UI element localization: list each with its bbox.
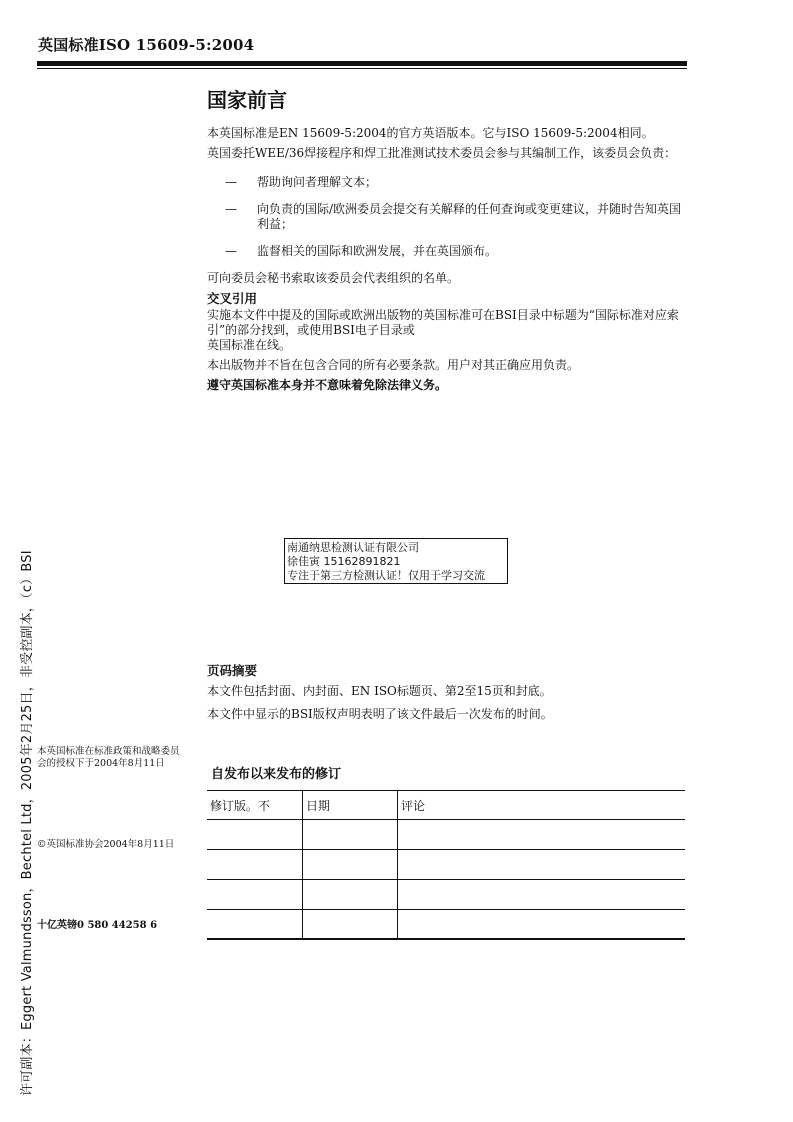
- cross-reference-paragraph-2: 英国标准在线。: [207, 338, 292, 352]
- legal-disclaimer: 遵守英国标准本身并不意味着免除法律义务。: [207, 378, 448, 392]
- table-cell: [398, 910, 686, 940]
- table-cell: [303, 820, 398, 850]
- license-watermark: 许可副本：Eggert Valmundsson，Bechtel Ltd，2005年2月25日，非受控副本，（c）BSI: [20, 550, 35, 1096]
- dash-bullet: —: [225, 175, 237, 189]
- table-cell: [398, 850, 686, 880]
- foreword-paragraph-2: 英国委托WEE/36焊接程序和焊工批准测试技术委员会参与其编制工作，该委员会负责：: [207, 146, 677, 160]
- table-cell: [207, 880, 303, 910]
- cross-reference-title: 交叉引用: [207, 291, 258, 306]
- table-cell: [207, 820, 303, 850]
- header-rule-thin: [37, 68, 687, 69]
- table-header-row: [207, 791, 685, 820]
- list-item-text: 监督相关的国际和欧洲发展，并在英国颁布。: [257, 244, 498, 258]
- table-cell: [398, 820, 686, 850]
- dash-bullet: —: [225, 202, 237, 216]
- table-cell: [303, 910, 398, 940]
- table-row: [207, 910, 685, 940]
- table-cell: [303, 850, 398, 880]
- dash-bullet: —: [225, 244, 237, 258]
- header-title: 英国标准ISO 15609-5:2004: [38, 36, 255, 54]
- stamp-line-2: 徐佳寅 15162891821: [287, 555, 401, 568]
- table-row: [207, 880, 685, 910]
- isbn: 十亿英镑0 580 44258 6: [37, 920, 158, 931]
- table-cell: [398, 880, 686, 910]
- page-summary-title: 页码摘要: [207, 663, 258, 678]
- column-header-comments: 评论: [398, 791, 686, 820]
- authorization-note: 本英国标准在标准政策和战略委员会的授权下于2004年8月11日: [37, 746, 180, 769]
- table-cell: [207, 910, 303, 940]
- copyright-note: ©英国标准协会2004年8月11日: [37, 839, 175, 850]
- page-summary-paragraph-1: 本文件包括封面、内封面、EN ISO标题页、第2至15页和封底。: [207, 684, 552, 698]
- list-item: [207, 202, 685, 232]
- cross-reference-paragraph-1: 实施本文件中提及的国际或欧洲出版物的英国标准可在BSI目录中标题为“国际标准对应索引”的部分找到，或使用BSI电子目录或: [207, 308, 679, 337]
- stamp-line-1: 南通纳思检测认证有限公司: [287, 541, 419, 554]
- cross-reference-paragraph-3: 本出版物并不旨在包含合同的所有必要条款。用户对其正确应用负责。: [207, 358, 580, 372]
- list-item: [207, 175, 685, 190]
- table-row: [207, 850, 685, 880]
- foreword-title: 国家前言: [207, 88, 287, 112]
- list-item: [207, 244, 685, 259]
- table-cell: [303, 880, 398, 910]
- column-header-amendment: 修订版。不: [207, 791, 303, 820]
- list-item-text: 向负责的国际/欧洲委员会提交有关解释的任何查询或变更建议，并随时告知英国利益；: [257, 202, 682, 231]
- revisions-bottom-rule: [207, 938, 685, 939]
- foreword-paragraph-3: 可向委员会秘书索取该委员会代表组织的名单。: [207, 271, 460, 285]
- list-item-text: 帮助询问者理解文本；: [257, 175, 378, 189]
- column-header-date: 日期: [303, 791, 398, 820]
- header-rule-thick: [37, 61, 687, 66]
- responsibility-list: [207, 175, 685, 259]
- table-cell: [207, 850, 303, 880]
- revisions-title: 自发布以来发布的修订: [211, 767, 342, 782]
- page-summary: [207, 663, 687, 730]
- revisions-table: [207, 790, 685, 940]
- page-summary-paragraph-2: 本文件中显示的BSI版权声明表明了该文件最后一次发布的时间。: [207, 707, 553, 721]
- certification-stamp: [284, 538, 508, 584]
- main-content: [207, 88, 685, 398]
- table-row: [207, 820, 685, 850]
- foreword-paragraph-1: 本英国标准是EN 15609-5:2004的官方英语版本。它与ISO 15609-5:2004相同。: [207, 126, 654, 140]
- stamp-line-3: 专注于第三方检测认证！仅用于学习交流: [287, 569, 485, 582]
